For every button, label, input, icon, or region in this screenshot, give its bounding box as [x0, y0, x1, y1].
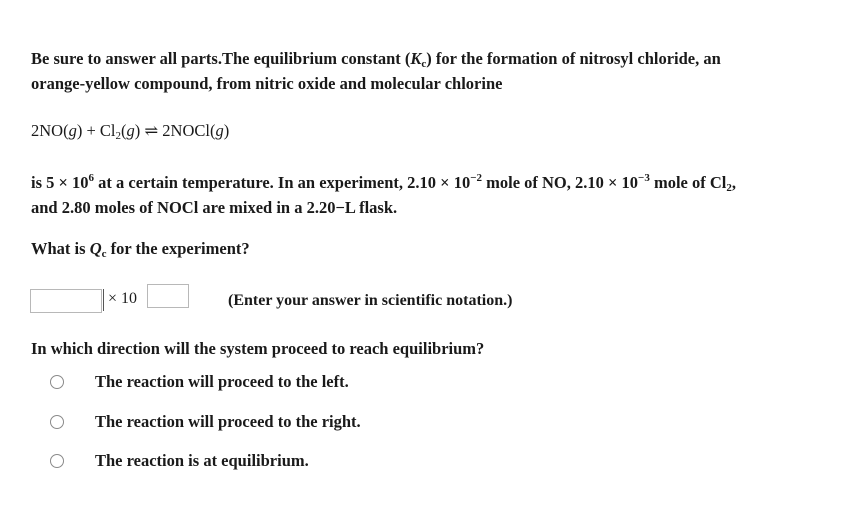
statement-a: is 5 × 10	[31, 173, 89, 192]
eq-part-3: (	[120, 121, 127, 140]
intro-text-a: The equilibrium constant (	[221, 49, 411, 68]
eq-cl-subscript: 2	[115, 130, 121, 142]
statement-c-sup: −3	[638, 172, 650, 184]
mantissa-input[interactable]	[30, 289, 102, 313]
chemical-equation	[31, 121, 229, 141]
statement-d-sub: 2	[726, 182, 732, 194]
option-equilibrium-label[interactable]: The reaction is at equilibrium.	[95, 451, 309, 470]
intro-line-2: orange-yellow compound, from nitric oxide and molecular chlorine	[31, 74, 503, 93]
question-direction: In which direction will the system proceed to reach equilibrium?	[31, 339, 485, 358]
intro-text-b: ) for the formation of nitrosyl chloride, an	[426, 49, 721, 68]
kc-subscript: c	[421, 58, 427, 70]
statement-b: at a certain temperature. In an experiment, 2.10 × 10	[94, 173, 471, 192]
qc-symbol: Q	[89, 239, 102, 258]
intro-line-1	[31, 49, 721, 69]
question1-b: for the experiment?	[106, 239, 250, 258]
question-qc	[31, 239, 250, 259]
exponent-input[interactable]	[147, 284, 189, 308]
option-right-label[interactable]: The reaction will proceed to the right.	[95, 412, 361, 431]
qc-subscript: c	[101, 248, 107, 260]
eq-part-4: ) ⇌ 2NOCl(	[134, 121, 216, 140]
statement-line-1	[31, 173, 736, 193]
eq-part-2: ) + Cl	[76, 121, 116, 140]
radio-option-left[interactable]	[50, 375, 64, 389]
question1-a: What is	[31, 239, 90, 258]
statement-b-sup: −2	[470, 172, 482, 184]
eq-part-5: )	[223, 121, 230, 140]
statement-e: ,	[731, 173, 736, 192]
kc-symbol: K	[410, 49, 422, 68]
scientific-notation-hint: (Enter your answer in scientific notation.)	[228, 292, 513, 309]
statement-d: mole of Cl	[649, 173, 727, 192]
statement-a-sup: 6	[88, 172, 95, 184]
radio-option-right[interactable]	[50, 415, 64, 429]
radio-option-equilibrium[interactable]	[50, 454, 64, 468]
times-ten-label: × 10	[108, 290, 138, 307]
eq-gas-2: g	[126, 121, 135, 140]
eq-part-1: 2NO(	[31, 121, 69, 140]
eq-gas-1: g	[68, 121, 77, 140]
statement-line-2: and 2.80 moles of NOCl are mixed in a 2.20−L flask.	[31, 198, 398, 217]
intro-prefix: Be sure to answer all parts.	[31, 49, 222, 68]
input-divider	[103, 289, 104, 311]
eq-gas-3: g	[215, 121, 224, 140]
statement-c: mole of NO, 2.10 × 10	[481, 173, 639, 192]
option-left-label[interactable]: The reaction will proceed to the left.	[95, 372, 349, 391]
